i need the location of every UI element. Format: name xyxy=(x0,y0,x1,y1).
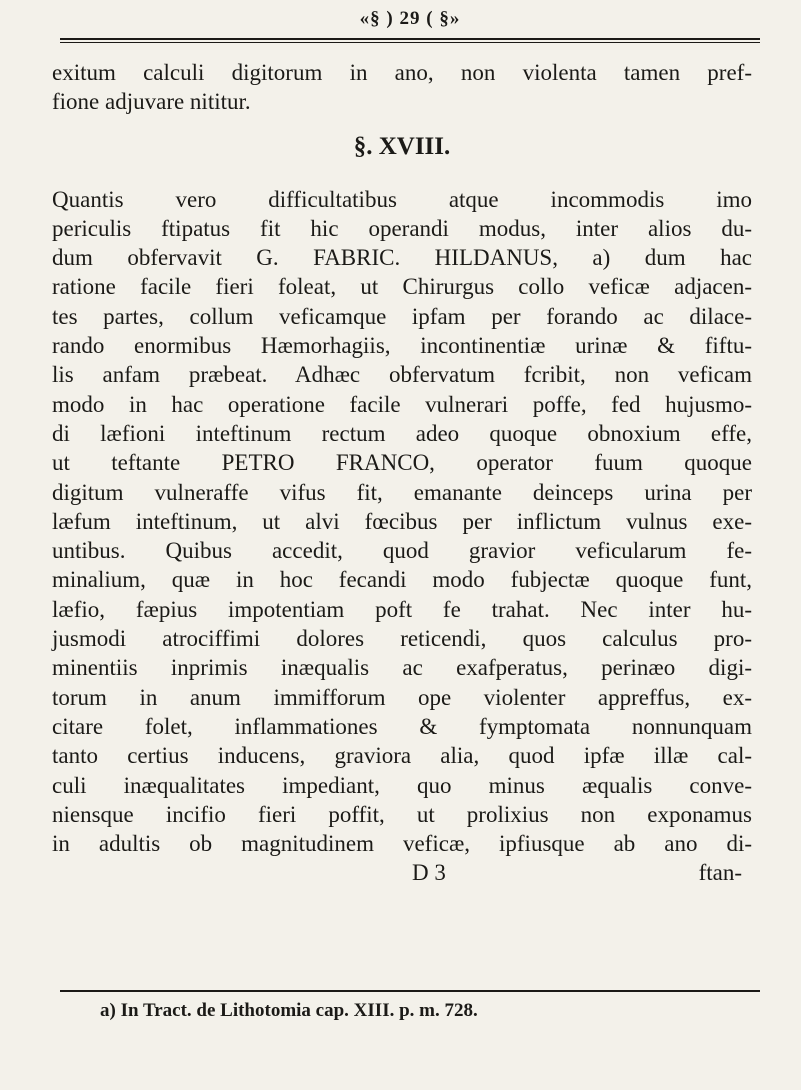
text-line: minalium, quæ in hoc fecandi modo fubjectæ quoque funt, xyxy=(52,567,752,593)
text-line: minentiis inprimis inæqualis ac exafperatus, perinæo digi- xyxy=(52,655,752,681)
text-line: culi inæqualitates impediant, quo minus æqualis conve- xyxy=(52,772,752,798)
catchword: ftan- xyxy=(698,860,742,886)
signature-mark: D 3 xyxy=(412,860,446,886)
signature-line xyxy=(52,858,752,887)
page-header: «§ ) 29 ( §» xyxy=(359,8,461,29)
text-line: periculis ftipatus fit hic operandi modus, inter alios du- xyxy=(52,215,752,241)
text-line: læfum inteftinum, ut alvi fœcibus per inflictum vulnus exe- xyxy=(52,508,752,534)
text-line: læfio, fæpius impotentiam poft fe trahat. Nec inter hu- xyxy=(52,596,752,622)
text-line: di læfioni inteftinum rectum adeo quoque obnoxium effe, xyxy=(52,420,752,446)
text-line: citare folet, inflammationes & fymptomata nonnunquam xyxy=(52,713,752,739)
text-line: torum in anum immifforum ope violenter appreffus, ex- xyxy=(52,684,752,710)
text-line: dum obfervavit G. FABRIC. HILDANUS, a) dum hac xyxy=(52,245,752,271)
header-rule xyxy=(60,38,760,43)
text-line: ut teftante PETRO FRANCO, operator fuum quoque xyxy=(52,450,752,476)
text-line: niensque incifio fieri poffit, ut prolixius non exponamus xyxy=(52,801,752,827)
intro-line: fione adjuvare nititur. xyxy=(52,89,251,115)
text-line: lis anfam præbeat. Adhæc obfervatum fcribit, non veficam xyxy=(52,362,752,388)
text-line: Quantis vero difficultatibus atque incommodis imo xyxy=(52,186,752,212)
text-line: untibus. Quibus accedit, quod gravior veficularum fe- xyxy=(52,538,752,564)
text-line: in adultis ob magnitudinem veficæ, ipfiusque ab ano di- xyxy=(52,831,752,857)
intro-line: exitum calculi digitorum in ano, non violenta tamen pref- xyxy=(52,60,752,85)
text-line: rando enormibus Hæmorhagiis, incontinentiæ urinæ & fiftu- xyxy=(52,333,752,359)
footnote: a) In Tract. de Lithotomia cap. XIII. p. m. 728. xyxy=(100,1000,478,1021)
paragraph xyxy=(52,185,752,859)
text-line: tanto certius inducens, graviora alia, quod ipfæ illæ cal- xyxy=(52,743,752,769)
text-line: ratione facile fieri foleat, ut Chirurgus collo veficæ adjacen- xyxy=(52,274,752,300)
text-line: jusmodi atrociffimi dolores reticendi, quos calculus pro- xyxy=(52,626,752,652)
section-heading: §. XVIII. xyxy=(353,132,451,160)
text-line: modo in hac operatione facile vulnerari poffe, fed hujusmo- xyxy=(52,391,752,417)
text-line: digitum vulneraffe vifus fit, emanante deinceps urina per xyxy=(52,479,752,505)
text-line: tes partes, collum veficamque ipfam per forando ac dilace- xyxy=(52,303,752,329)
footnote-rule xyxy=(60,990,760,992)
main-text xyxy=(52,58,752,888)
